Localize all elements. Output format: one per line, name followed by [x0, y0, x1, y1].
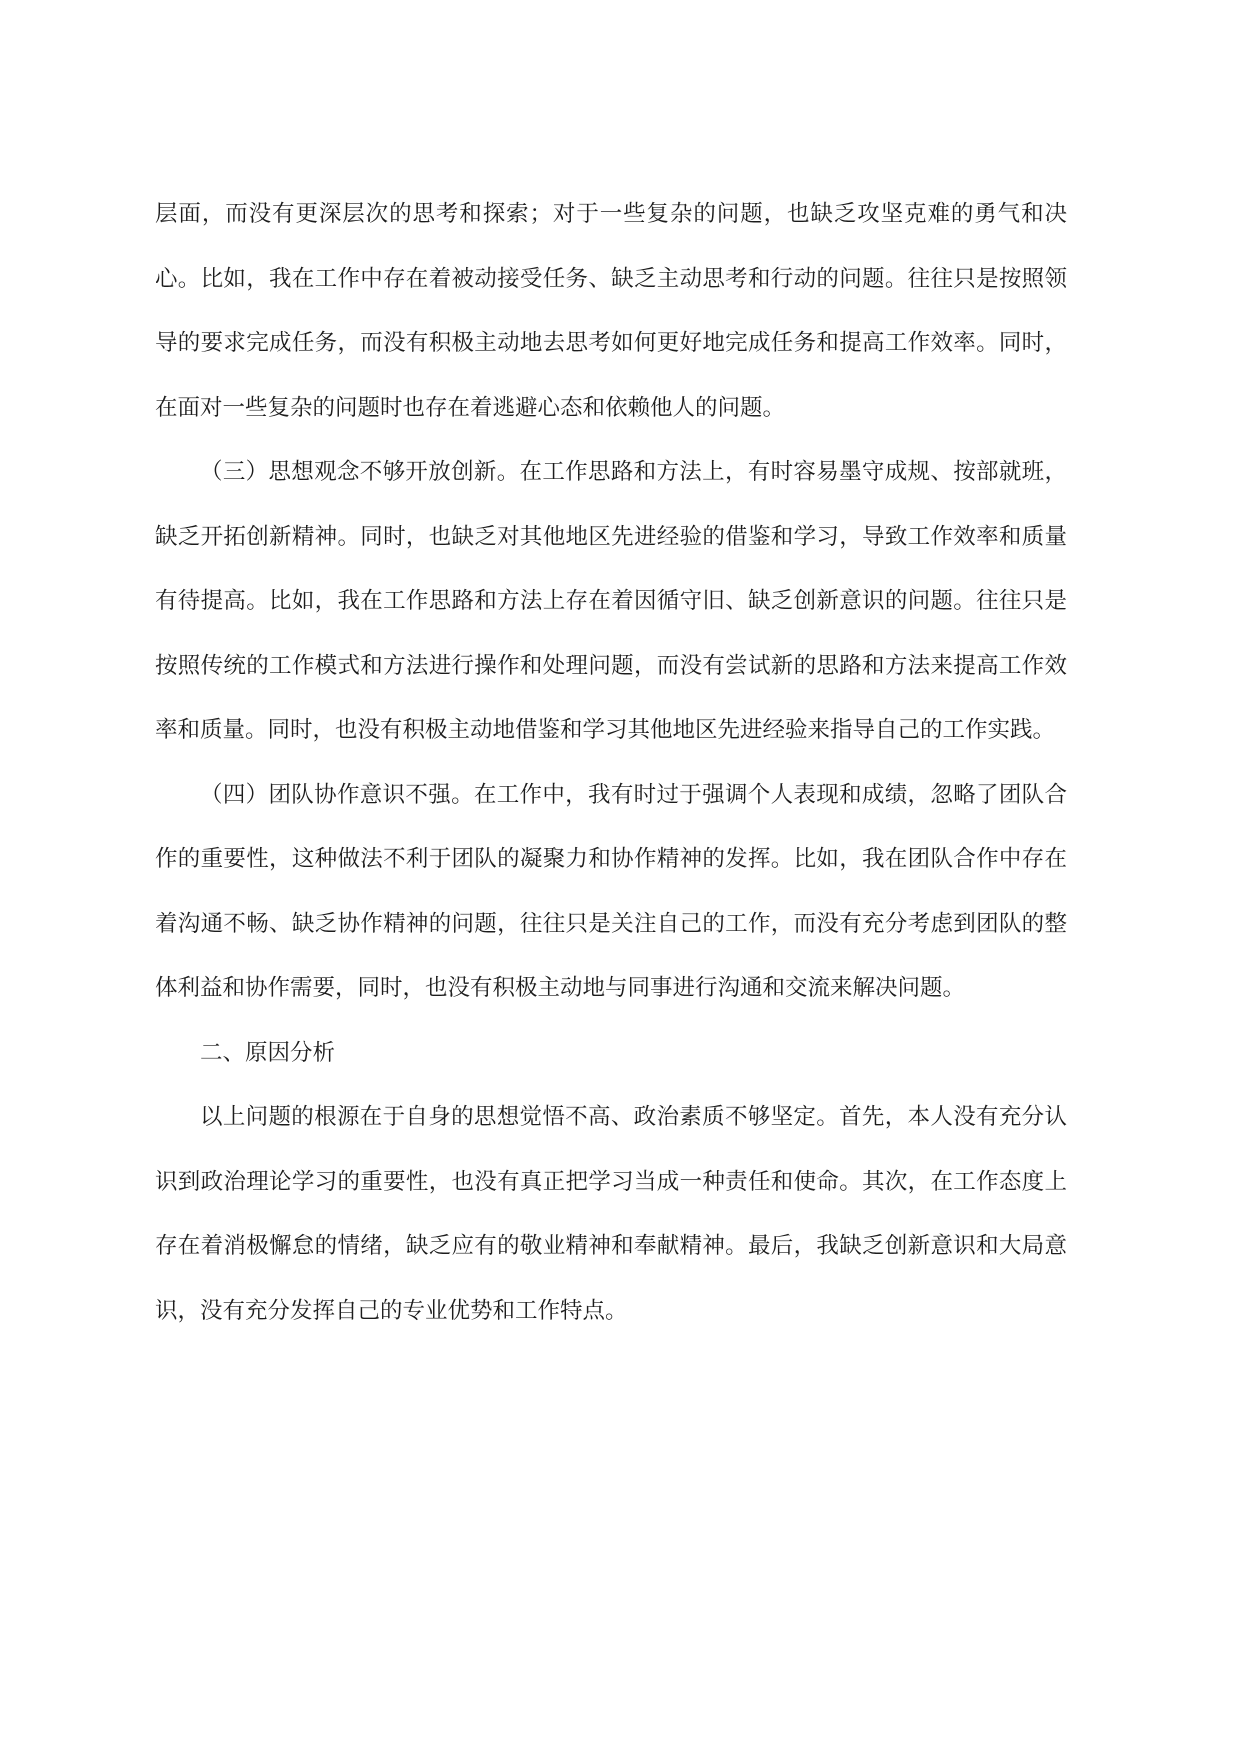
paragraph-section-three: （三）思想观念不够开放创新。在工作思路和方法上，有时容易墨守成规、按部就班，缺乏开拓创新精神。同时，也缺乏对其他地区先进经验的借鉴和学习，导致工作效率和质量有待提高。比如，我在工作思路和方法上存在着因循守旧、缺乏创新意识的问题。往往只是按照传统的工作模式和方法进行操作和处理问题，而没有尝试新的思路和方法来提高工作效率和质量。同时，也没有积极主动地借鉴和学习其他地区先进经验来指导自己的工作实践。 [155, 459, 1067, 743]
paragraph-section-four: （四）团队协作意识不强。在工作中，我有时过于强调个人表现和成绩，忽略了团队合作的重要性，这种做法不利于团队的凝聚力和协作精神的发挥。比如，我在团队合作中存在着沟通不畅、缺乏协作精神的问题，往往只是关注自己的工作，而没有充分考虑到团队的整体利益和协作需要，同时，也没有积极主动地与同事进行沟通和交流来解决问题。 [155, 781, 1067, 1001]
document-body [155, 182, 1067, 1343]
paragraph-continuation: 层面，而没有更深层次的思考和探索；对于一些复杂的问题，也缺乏攻坚克难的勇气和决心。比如，我在工作中存在着被动接受任务、缺乏主动思考和行动的问题。往往只是按照领导的要求完成任务，而没有积极主动地去思考如何更好地完成任务和提高工作效率。同时，在面对一些复杂的问题时也存在着逃避心态和依赖他人的问题。 [155, 201, 1067, 421]
paragraph-cause-analysis: 以上问题的根源在于自身的思想觉悟不高、政治素质不够坚定。首先，本人没有充分认识到政治理论学习的重要性，也没有真正把学习当成一种责任和使命。其次，在工作态度上存在着消极懈怠的情绪，缺乏应有的敬业精神和奉献精神。最后，我缺乏创新意识和大局意识，没有充分发挥自己的专业优势和工作特点。 [155, 1104, 1067, 1324]
section-heading-cause-analysis: 二、原因分析 [200, 1039, 336, 1066]
